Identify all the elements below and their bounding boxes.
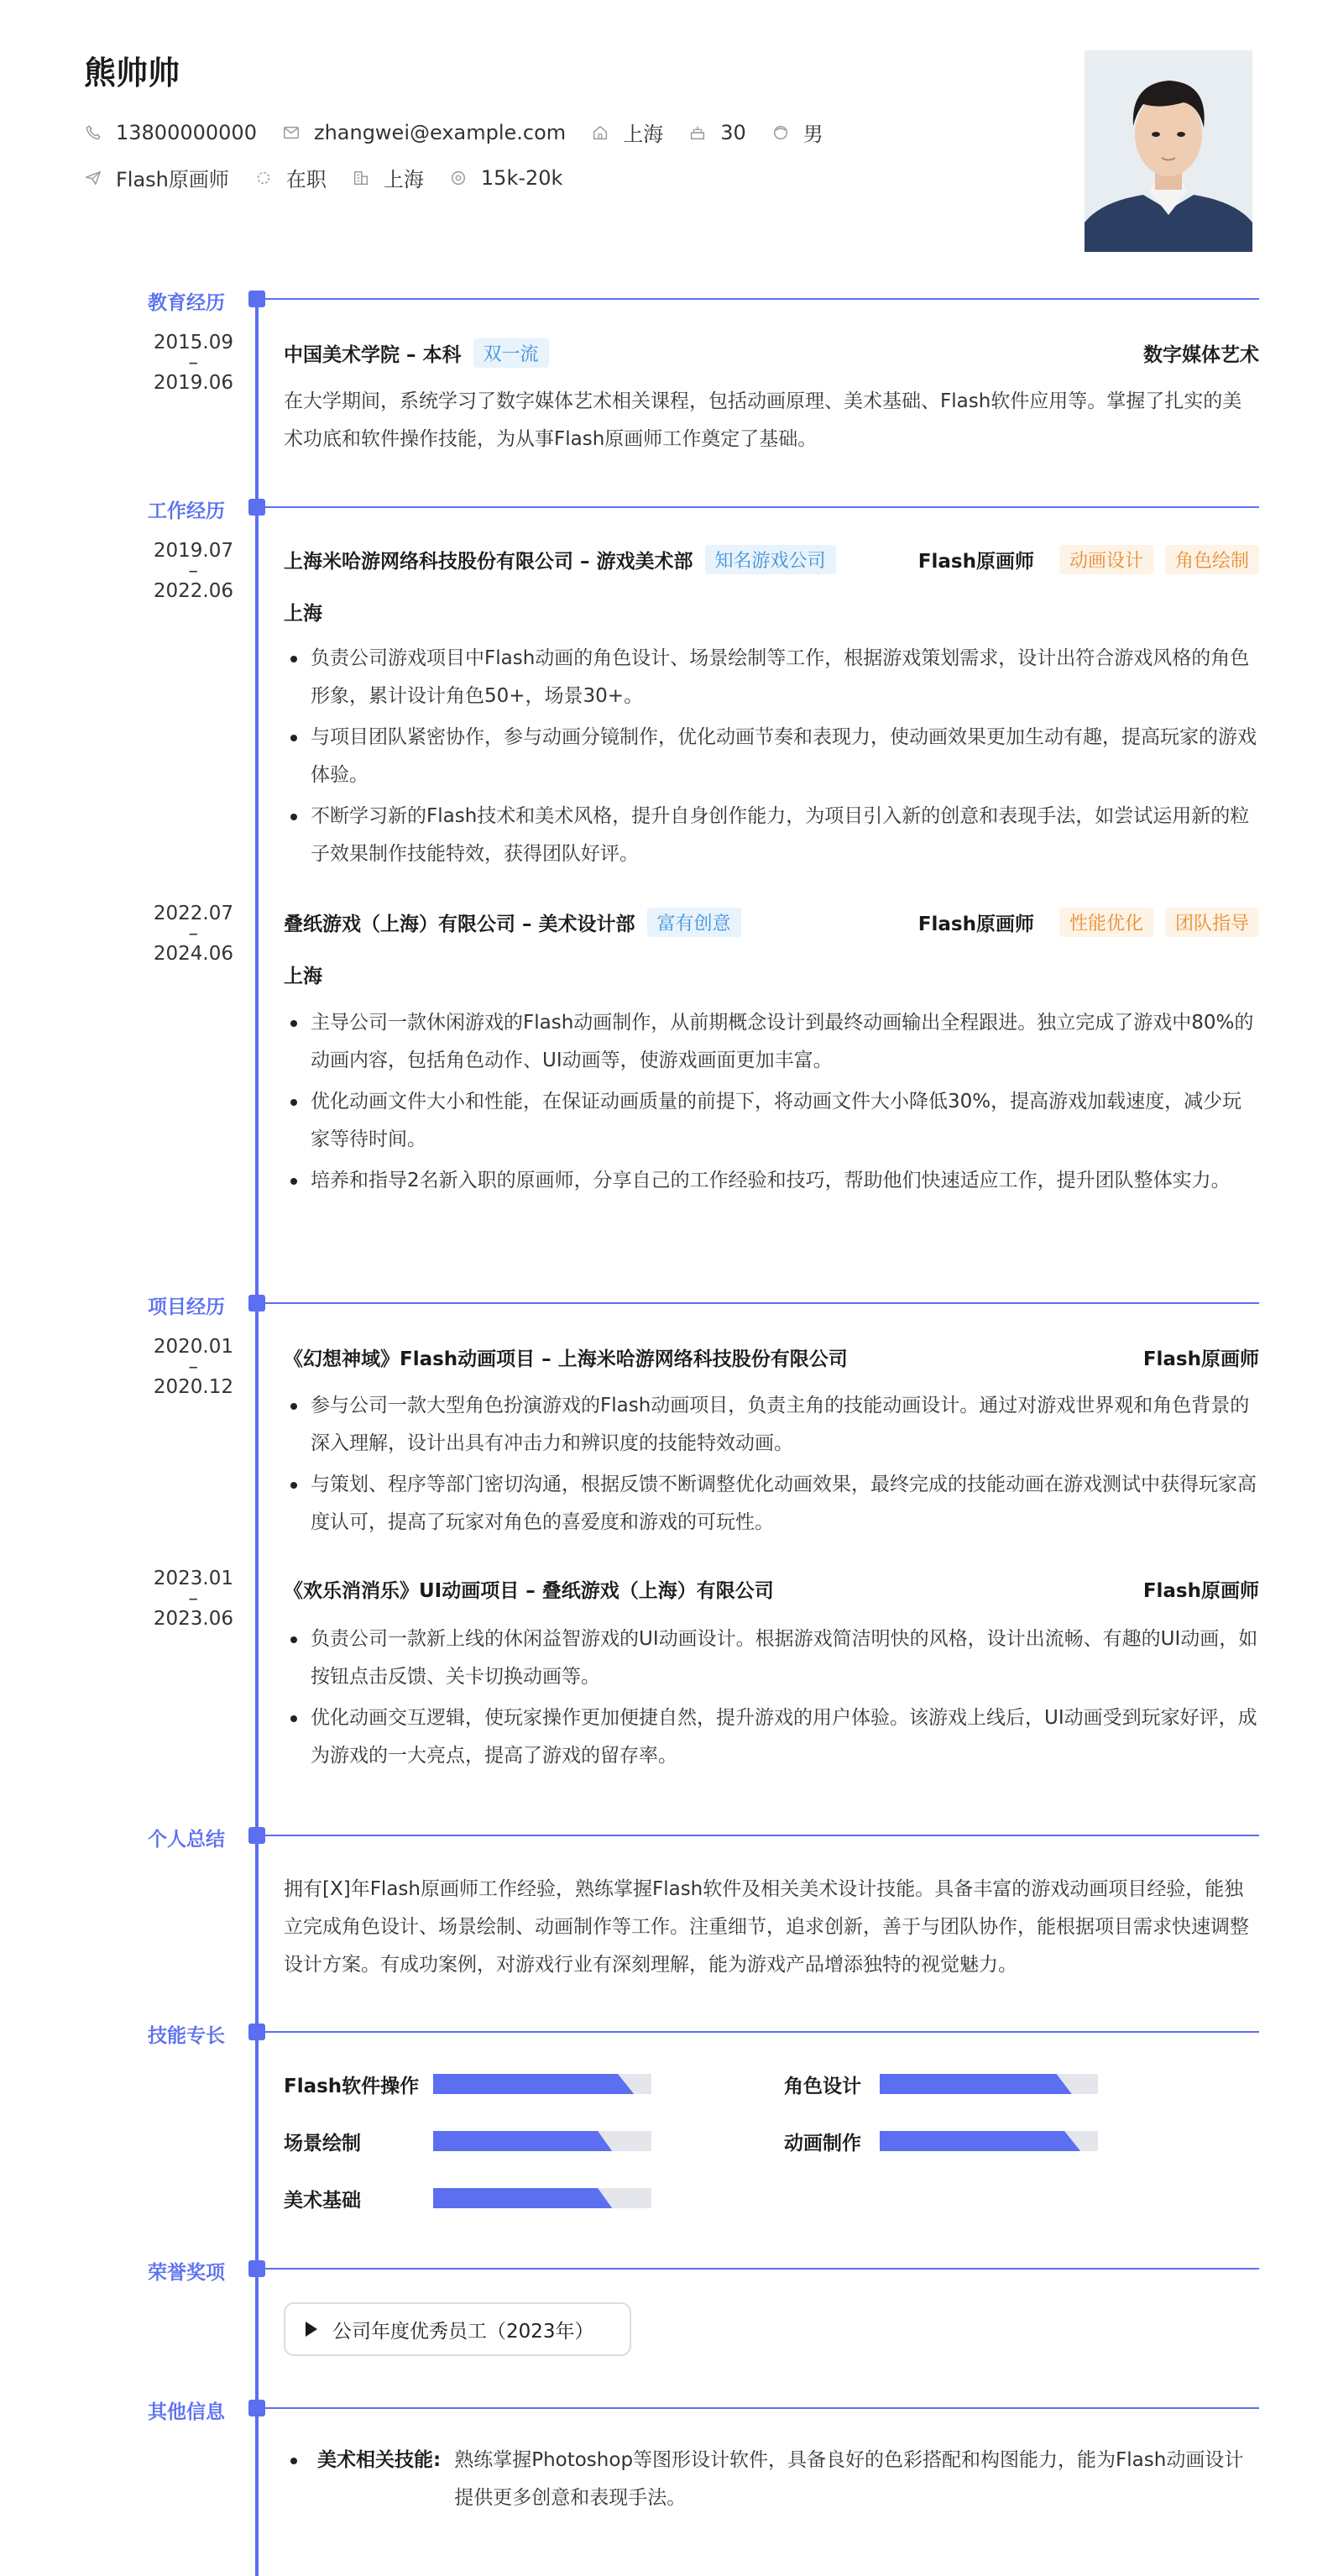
section-title-other: 其他信息 [148,2401,225,2423]
paper-plane-icon [84,169,102,187]
skill-tag: 性能优化 [1059,908,1153,937]
date-start: 2023.01 [153,1568,233,1589]
work-city: 上海 [284,966,322,987]
skill-tag: 团队指导 [1165,908,1259,937]
section-divider [257,1835,1259,1836]
section-title-work: 工作经历 [148,500,225,522]
summary-text: 拥有[X]年Flash原画师工作经验，熟练掌握Flash软件及相关美术设计技能。具备丰富的游戏动画项目经验，能独立完成角色设计、场景绘制、动画制作等工作。注重细节，追求创新，善于与团队协作，能根据项目需求快速调整设计方案。有成功案例，对游戏行业有深刻理解，能为游戏产品增添独特的视觉魅力。 [284,1878,1249,1976]
project-entry-header [284,1573,1259,1604]
skill-bar [433,2188,651,2208]
home-icon [591,123,609,142]
age-item [688,121,746,144]
other-info-item [284,2442,1259,2517]
skill-bar [880,2074,1098,2094]
job-intent-row [84,163,588,192]
phone-icon [84,123,102,142]
skill-name: 角色设计 [784,2076,861,2097]
skill-name: 美术基础 [284,2190,361,2212]
project-role: Flash原画师 [1142,1579,1259,1602]
list-item: 负责公司一款新上线的休闲益智游戏的UI动画设计。根据游戏简洁明快的风格，设计出流畅、有趣的UI动画，如按钮点击反馈、关卡切换动画等。 [284,1620,1259,1696]
project-role: Flash原画师 [1142,1348,1259,1370]
section-title-awards: 荣誉奖项 [148,2262,225,2284]
skill-bar-fill [880,2131,1080,2151]
skill-bar [433,2074,651,2094]
other-info-text: 熟练掌握Photoshop等图形设计软件，具备良好的色彩搭配和构图能力，能为Flash动画设计提供更多创意和表现手法。 [454,2449,1244,2509]
position-item [84,163,229,192]
project-date: 2023.01 – 2023.06 [153,1568,233,1630]
project-title: 《欢乐消消乐》UI动画项目 – 叠纸游戏（上海）有限公司 [284,1579,774,1602]
cake-icon [688,123,707,142]
list-item: 培养和指导2名新入职的原画师，分享自己的工作经验和技巧，帮助他们快速适应工作，提升团队整体实力。 [284,1162,1259,1200]
list-item: 优化动画交互逻辑，使玩家操作更加便捷自然，提升游戏的用户体验。该游戏上线后，UI动画受到玩家好评，成为游戏的一大亮点，提高了游戏的留存率。 [284,1699,1259,1775]
section-title-skills: 技能专长 [148,2025,225,2047]
work-date: 2019.07 – 2022.06 [153,540,233,602]
skill-bar-fill [433,2074,634,2094]
position-text: Flash原画师 [116,168,229,191]
company-tag: 知名游戏公司 [705,545,836,574]
phone-item [84,121,257,144]
contact-row [84,118,849,147]
target-city-item [352,163,424,192]
target-city-text: 上海 [383,168,424,191]
work-entry-header [284,907,1259,937]
phone-number: 13800000000 [116,120,257,144]
section-title-summary: 个人总结 [148,1829,225,1851]
company-tag: 富有创意 [647,908,741,937]
date-start: 2020.01 [153,1336,233,1358]
work-date: 2022.07 – 2024.06 [153,903,233,965]
section-divider [257,2031,1259,2033]
date-start: 2019.07 [153,540,233,562]
school-name: 中国美术学院 – 本科 [284,343,462,366]
section-divider [257,2407,1259,2409]
date-end: 2024.06 [153,943,233,965]
major-name: 数字媒体艺术 [1143,343,1259,366]
list-item: 负责公司游戏项目中Flash动画的角色设计、场景绘制等工作，根据游戏策划需求，设计出符合游戏风格的角色形象，累计设计角色50+，场景30+。 [284,640,1259,715]
section-divider [257,1302,1259,1304]
list-item: 优化动画文件大小和性能，在保证动画质量的前提下，将动画文件大小降低30%，提高游戏加载速度，减少玩家等待时间。 [284,1083,1259,1159]
company-name: 上海米哈游网络科技股份有限公司 – 游戏美术部 [284,550,693,573]
date-end: 2022.06 [153,580,233,602]
date-end: 2023.06 [153,1608,233,1630]
location-text: 上海 [623,123,664,146]
date-start: 2022.07 [153,903,233,924]
education-description: 在大学期间，系统学习了数字媒体艺术相关课程，包括动画原理、美术基础、Flash软件应用等。掌握了扎实的美术功底和软件操作技能，为从事Flash原画师工作奠定了基础。 [284,390,1242,450]
company-name: 叠纸游戏（上海）有限公司 – 美术设计部 [284,913,635,935]
section-title-education: 教育经历 [148,292,225,314]
date-end: 2020.12 [153,1376,233,1398]
skill-bar [880,2131,1098,2151]
school-tag: 双一流 [473,338,549,368]
skill-name: Flash软件操作 [284,2076,420,2097]
section-divider [257,2268,1259,2270]
list-item: 与策划、程序等部门密切沟通，根据反馈不断调整优化动画效果，最终完成的技能动画在游戏测试中获得玩家高度认可，提高了玩家对角色的喜爱度和游戏的可玩性。 [284,1466,1259,1542]
email-item [282,121,566,144]
section-divider [257,506,1259,508]
salary-item [449,166,563,190]
building-icon [352,169,370,187]
skill-bar-fill [433,2188,612,2208]
status-item [254,163,327,192]
list-item: 参与公司一款大型角色扮演游戏的Flash动画项目，负责主角的技能动画设计。通过对游戏世界观和角色背景的深入理解，设计出具有冲击力和辨识度的技能特效动画。 [284,1387,1259,1463]
skill-tag: 角色绘制 [1165,545,1259,574]
email-address: zhangwei@example.com [313,120,567,144]
list-item: 主导公司一款休闲游戏的Flash动画制作，从前期概念设计到最终动画输出全程跟进。独立完成了游戏中80%的动画内容，包括角色动作、UI动画等，使游戏画面更加丰富。 [284,1004,1259,1080]
other-info-label: 美术相关技能: [317,2449,442,2471]
gender-item [771,118,823,147]
bullet-dot [290,2458,297,2464]
profile-photo [1085,50,1252,252]
section-divider [257,298,1259,300]
work-city: 上海 [284,603,322,625]
skill-bar-fill [433,2131,612,2151]
section-title-projects: 项目经历 [148,1296,225,1318]
status-icon [254,169,273,187]
project-date: 2020.01 – 2020.12 [153,1336,233,1398]
candidate-name: 熊帅帅 [84,55,180,92]
project-bullets [284,1620,1259,1778]
award-label: 公司年度优秀员工（2023年） [332,2320,594,2343]
status-text: 在职 [285,168,327,191]
skill-bar-fill [880,2074,1072,2094]
date-start: 2015.09 [153,332,233,353]
gender-icon [771,123,790,142]
skill-tag: 动画设计 [1059,545,1153,574]
education-date: 2015.09 – 2019.06 [153,332,233,394]
gender-text: 男 [802,123,823,146]
list-item: 与项目团队紧密协作，参与动画分镜制作，优化动画节奏和表现力，使动画效果更加生动有趣，提高玩家的游戏体验。 [284,719,1259,794]
project-entry-header [284,1342,1259,1372]
skill-name: 动画制作 [784,2133,861,2155]
education-entry-header [284,338,1259,368]
age-text: 30 [720,120,746,144]
mail-icon [282,123,301,142]
date-end: 2019.06 [153,372,233,394]
skill-name: 场景绘制 [284,2133,361,2155]
work-entry-header [284,544,1259,574]
list-item: 不断学习新的Flash技术和美术风格，提升自身创作能力，为项目引入新的创意和表现手法，如尝试运用新的粒子效果制作技能特效，获得团队好评。 [284,798,1259,873]
resume-header [84,47,1259,265]
project-title: 《幻想神域》Flash动画项目 – 上海米哈游网络科技股份有限公司 [284,1348,848,1370]
job-role: Flash原画师 [917,550,1034,573]
job-role: Flash原画师 [917,913,1034,935]
salary-text: 15k-20k [480,165,563,190]
skill-bar [433,2131,651,2151]
coin-icon [449,169,468,187]
work-bullets [284,1004,1259,1203]
project-bullets [284,1387,1259,1545]
work-bullets [284,640,1259,877]
timeline-line [255,299,259,2576]
award-toggle-button[interactable] [284,2302,631,2356]
caret-right-icon [306,2322,317,2337]
location-item [591,118,663,147]
